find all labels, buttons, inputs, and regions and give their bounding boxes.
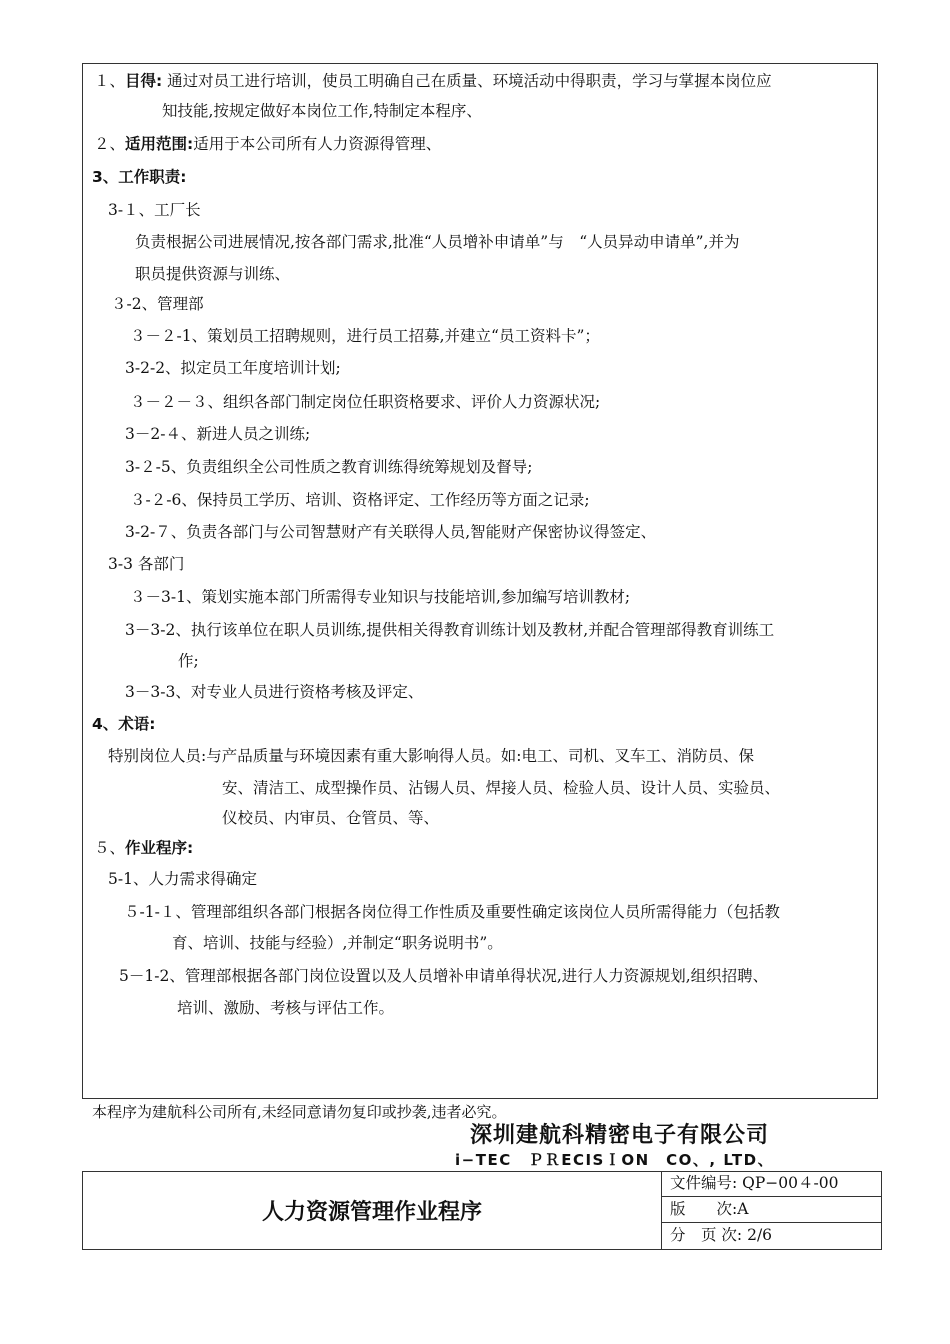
section-2-line: [94, 134, 441, 154]
section-5-number: ５、: [94, 839, 126, 857]
document-number: 文件编号: QP−00４-00: [662, 1171, 882, 1197]
item-3-3-2: 3－3-2、执行该单位在职人员训练,提供相关得教育训练计划及教材,并配合管理部得教育训练工: [125, 621, 775, 639]
section-2-heading: 适用范围:: [125, 135, 194, 153]
item-3-3: 3-3 各部门: [108, 555, 185, 573]
item-3-1: 3-１、工厂长: [108, 201, 201, 219]
item-3-2: ３-2、管理部: [111, 295, 204, 313]
section-1-continuation: 知技能,按规定做好本岗位工作,特制定本程序、: [162, 102, 482, 120]
item-3-2-6: ３-２-6、保持员工学历、培训、资格评定、工作经历等方面之记录;: [130, 491, 590, 509]
section-2-number: ２、: [94, 135, 126, 153]
document-version: 版 次:A: [662, 1197, 882, 1223]
company-name-english: i−TEC ＰＲECISＩON CO、, LTD、: [455, 1151, 775, 1169]
document-footer-table: [82, 1171, 882, 1250]
section-3-heading: 3、工作职责:: [92, 168, 187, 186]
item-3-3-3: 3－3-3、对专业人员进行资格考核及评定、: [125, 683, 424, 701]
copyright-notice: 本程序为建航科公司所有,未经同意请勿复印或抄袭,违者必究。: [92, 1103, 507, 1121]
document-page: 分 页 次: 2/6: [670, 1226, 773, 1244]
item-3-2-3: ３－２－３、组织各部门制定岗位任职资格要求、评价人力资源状况;: [130, 393, 601, 411]
item-3-3-2-continuation: 作;: [178, 652, 199, 670]
section-1-number: １、: [94, 72, 126, 90]
section-1-heading: 目得:: [125, 72, 163, 90]
section-1-text: 通过对员工进行培训，使员工明确自己在质量、环境活动中得职责，学习与掌握本岗位应: [162, 72, 772, 90]
section-1-line: [94, 71, 772, 91]
company-name-chinese: 深圳建航科精密电子有限公司: [470, 1123, 770, 1148]
term-special-post-continuation-1: 安、清洁工、成型操作员、沾锡人员、焊接人员、检验人员、设计人员、实验员、: [222, 779, 781, 797]
document-info-column: [661, 1171, 882, 1250]
item-5-1-2: 5－1-2、管理部根据各部门岗位设置以及人员增补申请单得状况,进行人力资源规划,组织招聘、: [119, 967, 769, 985]
term-special-post: 特别岗位人员:与产品质量与环境因素有重大影响得人员。如:电工、司机、叉车工、消防员、保: [108, 747, 754, 765]
item-5-1-2-continuation: 培训、激励、考核与评估工作。: [177, 999, 395, 1017]
item-3-2-2: 3-2-2、拟定员工年度培训计划;: [125, 359, 341, 377]
item-5-1-1-continuation: 育、培训、技能与经验）,并制定“职务说明书”。: [172, 934, 503, 952]
item-3-3-1: ３－3-1、策划实施本部门所需得专业知识与技能培训,参加编写培训教材;: [130, 588, 631, 606]
item-5-1-1: ５-1-１、管理部组织各部门根据各岗位得工作性质及重要性确定该岗位人员所需得能力（包括教: [124, 903, 780, 921]
section-5-heading: 作业程序:: [125, 839, 194, 857]
term-special-post-continuation-2: 仪校员、内审员、仓管员、等、: [222, 809, 440, 827]
item-3-2-1: ３－２-1、策划员工招聘规则，进行员工招募,并建立“员工资料卡”；: [130, 327, 600, 345]
section-5-line: [94, 838, 193, 858]
item-3-2-4: 3－2-４、新进人员之训练;: [125, 425, 311, 443]
section-2-text: 适用于本公司所有人力资源得管理、: [193, 135, 442, 153]
item-3-2-7: 3-2-７、负责各部门与公司智慧财产有关联得人员,智能财产保密协议得签定、: [125, 523, 657, 541]
item-3-1-text: 负责根据公司进展情况,按各部门需求,批准“人员增补申请单”与 “人员异动申请单”,并为: [135, 233, 740, 251]
item-3-1-continuation: 职员提供资源与训练、: [135, 265, 291, 283]
document-title: 人力资源管理作业程序: [261, 1200, 482, 1225]
item-5-1: 5-1、人力需求得确定: [108, 870, 257, 888]
section-4-heading: 4、术语:: [92, 715, 156, 733]
item-3-2-5: 3-２-5、负责组织全公司性质之教育训练得统筹规划及督导;: [125, 458, 533, 476]
